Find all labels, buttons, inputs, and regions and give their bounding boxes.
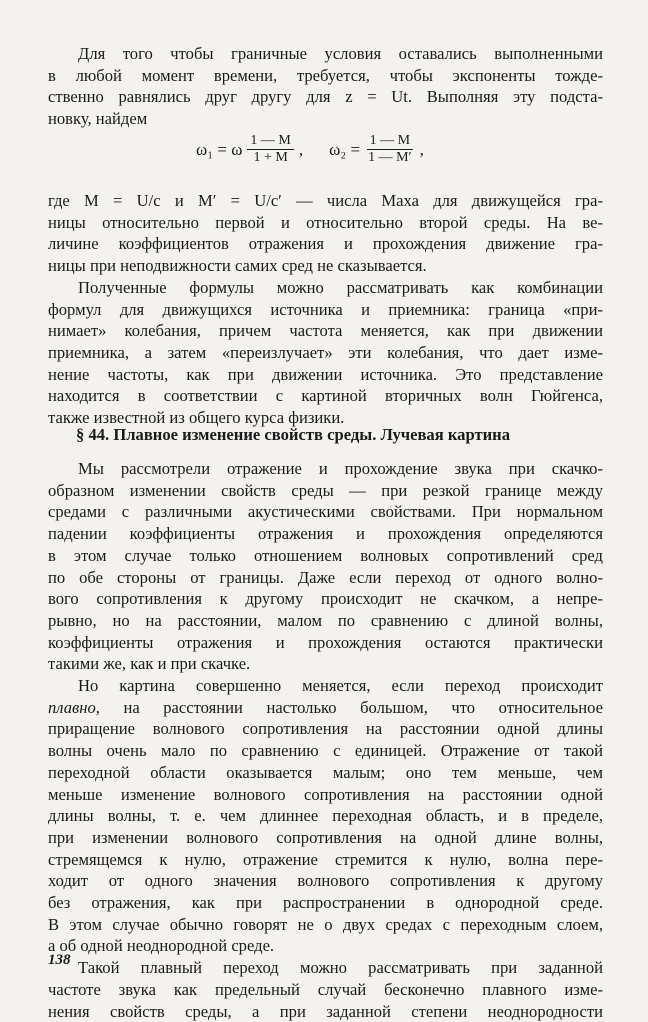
text-line: образном изменении свойств среды — при резкой границе между [48, 480, 603, 500]
text-line: ходит от одного значения волнового сопротивления к другому [48, 871, 603, 891]
text-line: средами с различными акустическими свойствами. При нормальном [48, 502, 603, 522]
text-line: находится в соответствии с картиной вторичных волн Гюйгенса, [48, 386, 603, 406]
text-line: без отражения, как при распространении в однородной среде. [48, 893, 603, 913]
formula-lhs: ω₁ = ω [196, 139, 243, 159]
fraction [365, 133, 415, 166]
text-line: в этом случае только отношением волновых сопротивлений сред [48, 545, 603, 565]
text-line: а об одной неоднородной среде. [48, 936, 275, 956]
text-line: новку, найдем [48, 109, 148, 129]
numerator: 1 — M [247, 133, 293, 150]
doppler-formula [196, 133, 424, 166]
text-line: формул для движущихся источника и приемника: граница «при- [48, 299, 603, 319]
text-line: такими же, как и при скачке. [48, 654, 251, 674]
text-line: приращение волнового сопротивления на расстоянии одной длины [48, 719, 603, 739]
text-line: Но картина совершенно меняется, если переход происходит [78, 676, 603, 696]
text-line: падении коэффициенты отражения и прохождения определяются [48, 524, 603, 544]
text-fragment: , на расстоянии настолько большом, что относительное [95, 697, 603, 717]
text-line: В этом случае обычно говорят не о двух средах с переходным слоем, [48, 914, 603, 934]
paragraph-mach-numbers [48, 190, 603, 429]
paragraph-boundary-conditions [48, 43, 603, 130]
emphasis-word: плавно [48, 697, 96, 717]
text-line [48, 697, 603, 719]
paragraph-smooth-change [48, 458, 603, 1022]
text-line: личине коэффициентов отражения и прохождения движение гра- [48, 234, 603, 254]
text-line: нения свойств среды, а при заданной степени неоднородности [48, 1001, 603, 1021]
text-line: также известной из общего курса физики. [48, 408, 345, 428]
text-line: ницы относительно первой и относительно второй среды. На ве- [48, 212, 603, 232]
text-line: в любой момент времени, требуется, чтобы экспоненты тожде- [48, 65, 603, 85]
text-line: нение частоты, как при движении источника. Это представление [48, 364, 603, 384]
text-line: Полученные формулы можно рассматривать как комбинации [78, 277, 603, 297]
denominator: 1 — M′ [368, 150, 412, 165]
text-line: где M = U/c и M′ = U/c′ — числа Маха для движущейся гра- [48, 191, 603, 210]
text-line: Мы рассмотрели отражение и прохождение звука при скачко- [78, 459, 603, 478]
text-line: рывно, но на расстоянии, малом по сравнению с длиной волны, [48, 610, 603, 630]
text-line: волны очень мало по сравнению с единицей. Отражение от такой [48, 741, 603, 761]
text-line: Для того чтобы граничные условия оставались выполненными [78, 44, 603, 63]
text-line: частоте звука как предельный случай бесконечно плавного изме- [48, 979, 603, 999]
text-line: Такой плавный переход можно рассматривать при заданной [78, 958, 603, 978]
formula-separator: , [419, 139, 424, 159]
denominator: 1 + M [253, 150, 288, 165]
text-line: длины волны, т. е. чем длиннее переходная область, и в пределе, [48, 806, 603, 826]
text-line: ницы при неподвижности самих сред не сказывается. [48, 256, 427, 276]
numerator: 1 — M [367, 133, 413, 150]
omega2-expression [329, 133, 424, 166]
text-line: приемника, а затем «переизлучает» эти колебания, что дает изме- [48, 342, 603, 362]
text-line: по обе стороны от границы. Даже если переход от одного волно- [48, 567, 603, 587]
formula-separator: , [298, 139, 304, 159]
text-line: переходной области оказывается малым; оно тем меньше, чем [48, 762, 603, 782]
fraction [247, 133, 293, 166]
page-number: 138 [48, 952, 71, 968]
text-line: стремящемся к нулю, отражение стремится к нулю, волна пере- [48, 849, 603, 869]
omega1-expression [196, 133, 303, 166]
text-line: меньше изменение волнового сопротивления на расстоянии одной [48, 784, 603, 804]
text-line: нимает» колебания, причем частота меняется, как при движении [48, 321, 603, 341]
text-line: ственно равнялись друг другу для z = Ut. Выполняя эту подста- [48, 87, 603, 107]
section-heading: § 44. Плавное изменение свойств среды. Лучевая картина [76, 425, 511, 444]
text-line: вого сопротивления к другому происходит не скачком, а непре- [48, 589, 603, 609]
text-line: при изменении волнового сопротивления на одной длине волны, [48, 827, 603, 847]
formula-lhs: ω₂ = [329, 139, 361, 159]
text-line: коэффициенты отражения и прохождения остаются практически [48, 632, 603, 652]
